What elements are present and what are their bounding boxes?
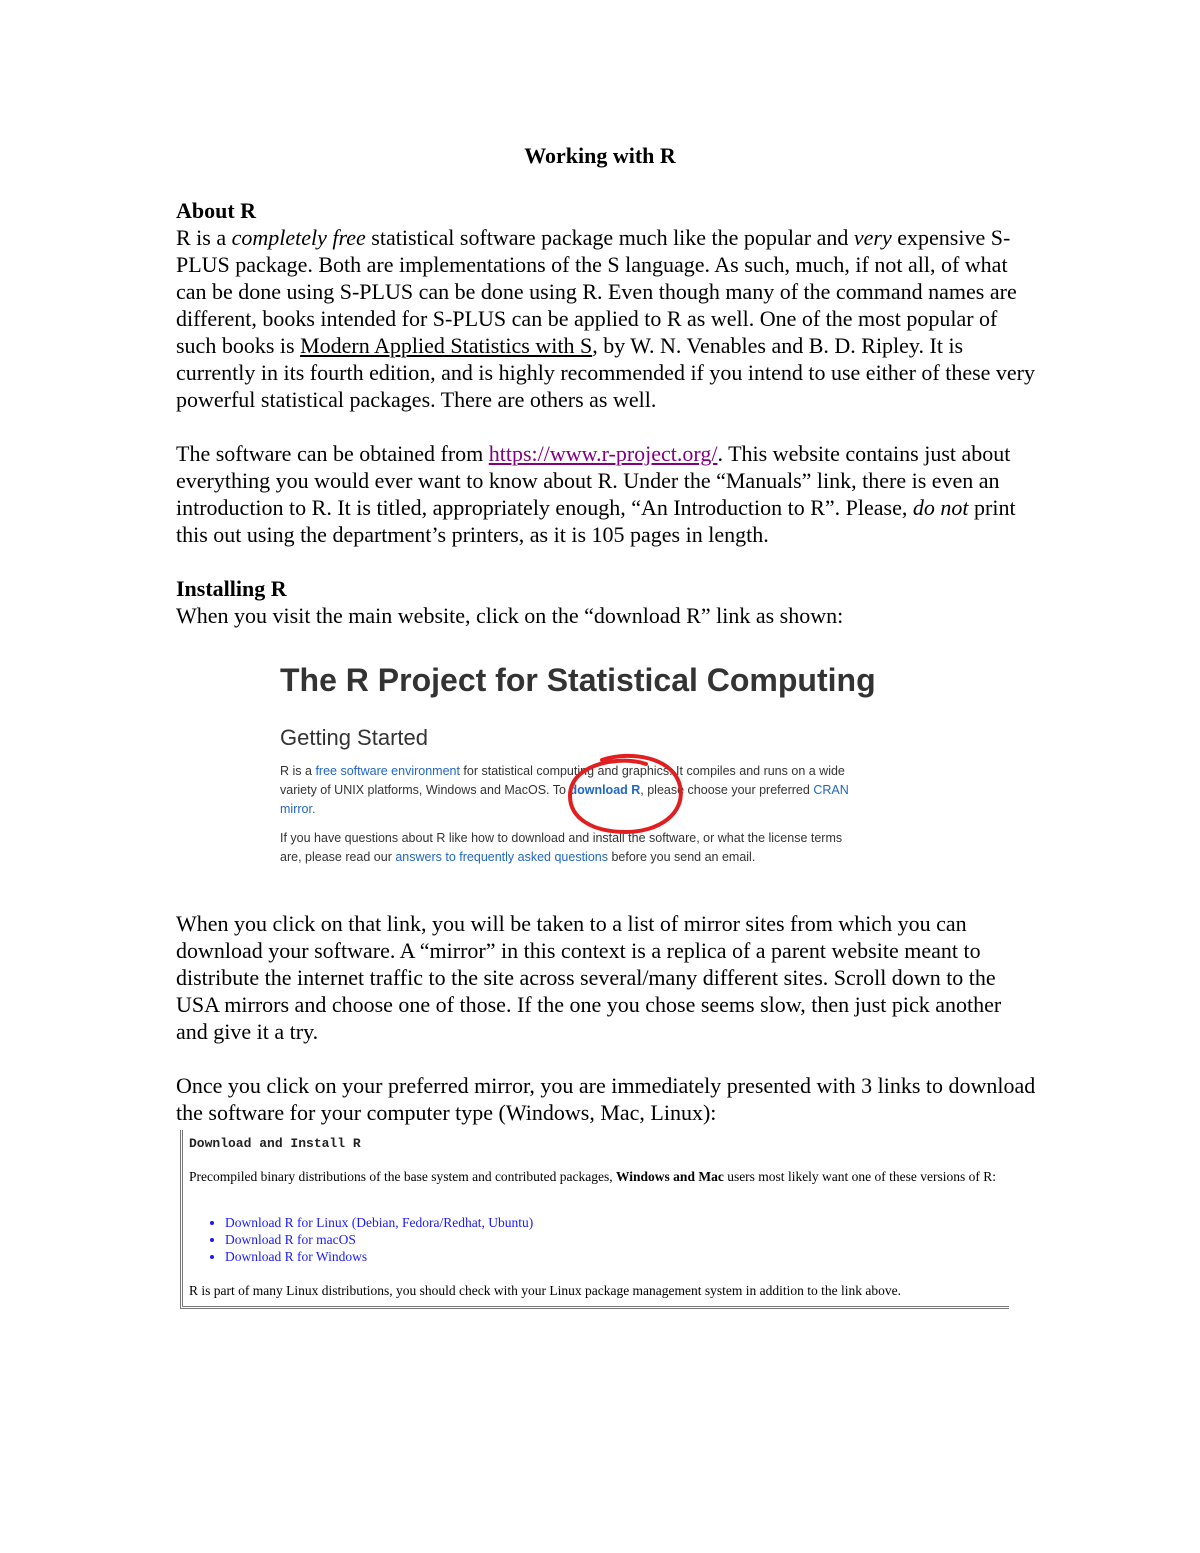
screenshot-line-1: R is a free software environment for statistical computing and graphics. It compiles and runs on a wide bbox=[280, 764, 845, 778]
download-macos-link[interactable]: • Download R for macOS bbox=[225, 1231, 533, 1248]
screenshot-line-2: variety of UNIX platforms, Windows and MacOS. To download R, please choose your preferred CRAN bbox=[280, 783, 849, 797]
cran-footer: R is part of many Linux distributions, you should check with your Linux package management system in addition to the link above. bbox=[189, 1283, 901, 1298]
cran-heading: Download and Install R bbox=[189, 1136, 361, 1151]
screenshot-line-3: mirror. bbox=[280, 802, 316, 816]
about-paragraph-2: The software can be obtained from https://www.r-project.org/. This website contains just about everything you would ever want to know about R. Under the “Manuals” link, there is even an introduction to R. It is titled, appropriately enough, “An Introduction to R”. Please, do not print this out using the department’s printers, as it is 105 pages in length. bbox=[176, 441, 1016, 547]
about-heading: About R bbox=[176, 198, 257, 223]
page-title: Working with R bbox=[524, 143, 676, 168]
cran-screenshot bbox=[180, 1130, 1009, 1309]
installing-heading: Installing R bbox=[176, 576, 287, 601]
screenshot-line-5: are, please read our answers to frequently asked questions before you send an email. bbox=[280, 850, 756, 864]
installing-section bbox=[176, 910, 1036, 1126]
installing-intro: When you visit the main website, click on the “download R” link as shown: bbox=[176, 603, 844, 628]
getting-started-heading: Getting Started bbox=[280, 725, 428, 750]
about-section bbox=[176, 197, 1036, 629]
red-circle-annotation bbox=[562, 748, 688, 840]
book-title: Modern Applied Statistics with S bbox=[300, 333, 593, 358]
download-windows-link[interactable]: • Download R for Windows bbox=[225, 1248, 533, 1265]
download-linux-link[interactable]: • Download R for Linux (Debian, Fedora/Redhat, Ubuntu) bbox=[225, 1214, 533, 1231]
mirror-paragraph: When you click on that link, you will be taken to a list of mirror sites from which you can download your software. A “mirror” in this context is a replica of a parent website meant to distribute the internet traffic to the site across several/many different sites. Scroll down to the USA mirrors and choose one of those. If the one you chose seems slow, then just pick another and give it a try. bbox=[176, 911, 1002, 1044]
about-paragraph-1: R is a completely free statistical software package much like the popular and very expensive S-PLUS package. Both are implementations of the S language. As such, much, if not all, of what can be done using S-PLUS can be done using R. Even though many of the command names are different, books intended for S-PLUS can be applied to R as well. One of the most popular of such books is Modern Applied Statistics with S, by W. N. Venables and B. D. Ripley. It is currently in its fourth edition, and is highly recommended if you intend to use either of these very powerful statistical packages. There are others as well. bbox=[176, 225, 1036, 412]
screenshot-line-4: If you have questions about R like how to download and install the software, or what the license terms bbox=[280, 831, 843, 845]
cran-intro: Precompiled binary distributions of the base system and contributed packages, Windows and Mac users most likely want one of these versions of R: bbox=[189, 1169, 997, 1184]
screenshot-heading: The R Project for Statistical Computing bbox=[280, 662, 876, 698]
download-r-link[interactable]: download R bbox=[569, 783, 641, 797]
download-paragraph: Once you click on your preferred mirror, you are immediately presented with 3 links to download the software for your computer type (Windows, Mac, Linux): bbox=[176, 1073, 1036, 1125]
cran-download-list bbox=[189, 1214, 533, 1265]
r-project-link[interactable]: https://www.r-project.org/ bbox=[488, 441, 718, 466]
